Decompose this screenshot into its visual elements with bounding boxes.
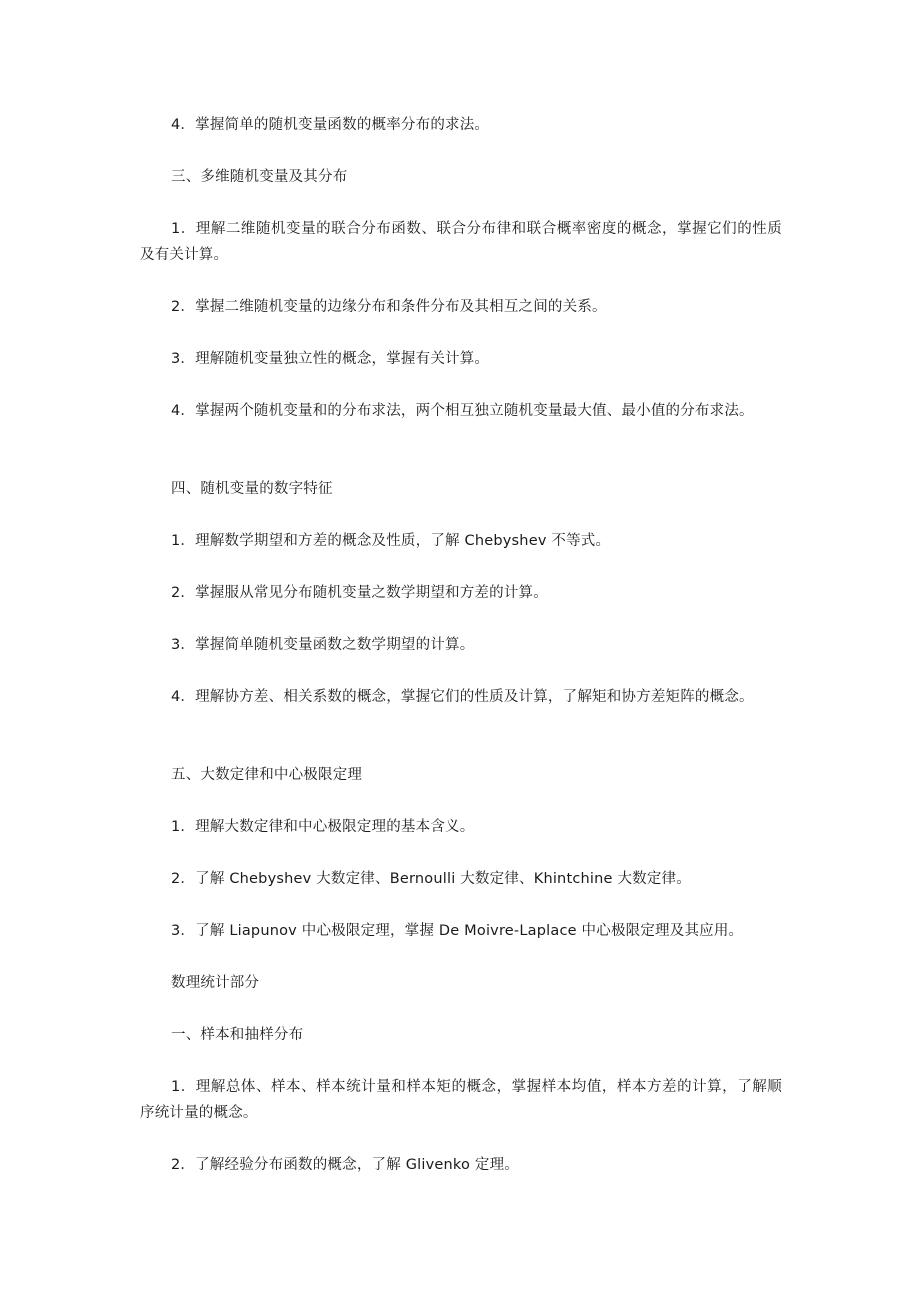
item-laws-of-large-numbers: 2．了解 Chebyshev 大数定律、Bernoulli 大数定律、Khintchine 大数定律。 bbox=[171, 871, 691, 887]
item-simple-function-distribution: 4．掌握简单的随机变量函数的概率分布的求法。 bbox=[171, 117, 490, 133]
heading-multivariate: 三、多维随机变量及其分布 bbox=[171, 169, 348, 185]
item-expectation-variance: 1．理解数学期望和方差的概念及性质，了解 Chebyshev 不等式。 bbox=[171, 533, 611, 549]
item-function-expectation: 3．掌握简单随机变量函数之数学期望的计算。 bbox=[171, 637, 475, 653]
heading-limit-theorems: 五、大数定律和中心极限定理 bbox=[171, 767, 363, 783]
item-empirical-distribution: 2．了解经验分布函数的概念，了解 Glivenko 定理。 bbox=[171, 1157, 519, 1173]
item-joint-distribution: 1．理解二维随机变量的联合分布函数、联合分布律和联合概率密度的概念，掌握它们的性质及有关计算。 bbox=[140, 221, 782, 263]
item-common-distributions: 2．掌握服从常见分布随机变量之数学期望和方差的计算。 bbox=[171, 585, 548, 601]
item-sample-concepts: 1．理解总体、样本、样本统计量和样本矩的概念，掌握样本均值，样本方差的计算，了解顺序统计量的概念。 bbox=[140, 1079, 782, 1121]
item-independence: 3．理解随机变量独立性的概念，掌握有关计算。 bbox=[171, 351, 490, 367]
item-marginal-conditional: 2．掌握二维随机变量的边缘分布和条件分布及其相互之间的关系。 bbox=[171, 299, 607, 315]
item-sum-max-min: 4．掌握两个随机变量和的分布求法，两个相互独立随机变量最大值、最小值的分布求法。 bbox=[171, 403, 754, 419]
item-covariance: 4．理解协方差、相关系数的概念，掌握它们的性质及计算，了解矩和协方差矩阵的概念。 bbox=[171, 689, 754, 705]
heading-sampling: 一、样本和抽样分布 bbox=[171, 1027, 304, 1043]
item-limit-meaning: 1．理解大数定律和中心极限定理的基本含义。 bbox=[171, 819, 475, 835]
heading-numerical-characteristics: 四、随机变量的数字特征 bbox=[171, 481, 333, 497]
item-clt: 3．了解 Liapunov 中心极限定理，掌握 De Moivre-Laplace 中心极限定理及其应用。 bbox=[171, 923, 744, 939]
heading-statistics-part: 数理统计部分 bbox=[171, 975, 260, 991]
